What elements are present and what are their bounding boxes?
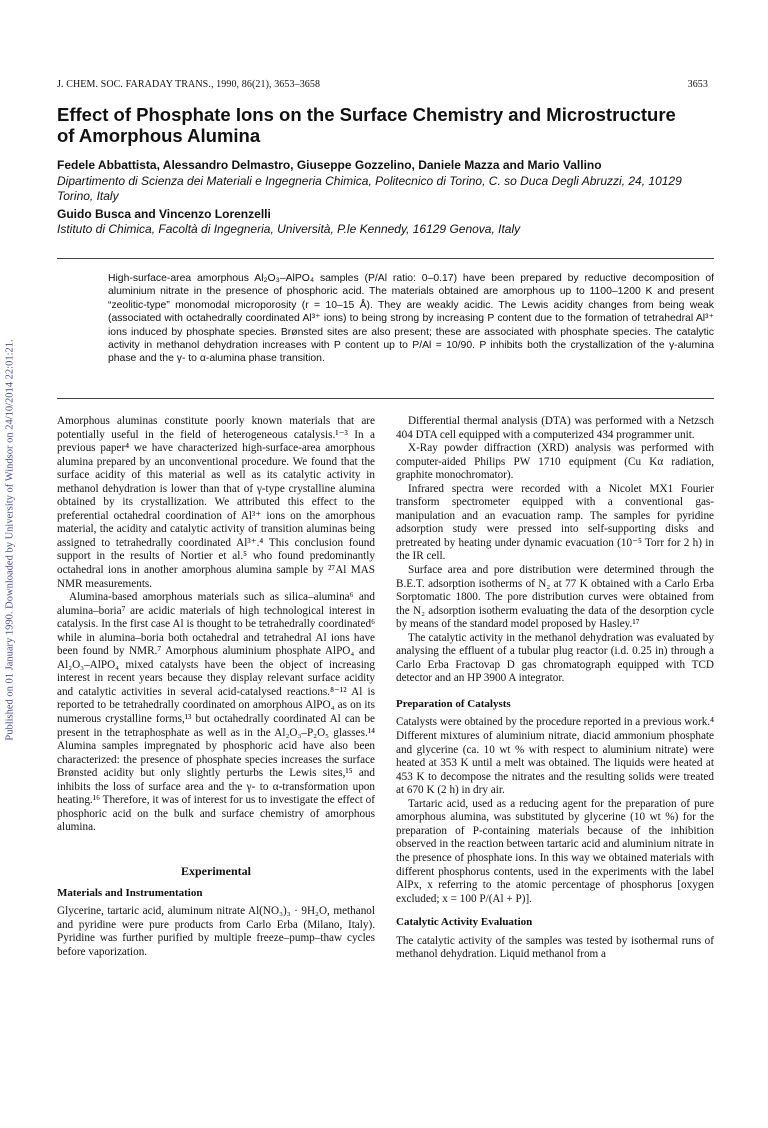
materials-paragraph: Glycerine, tartaric acid, aluminum nitrate Al(NO₃)₃ · 9H₂O, methanol and pyridine were pure products from Carlo Erba (Milano, Italy). Pyridine was further purified by multiple freeze–pump–thaw cycles before vaporization. [57, 905, 375, 958]
activity-evaluation-heading: Catalytic Activity Evaluation [396, 916, 533, 929]
materials-heading: Materials and Instrumentation [57, 886, 203, 899]
article-title: Effect of Phosphate Ions on the Surface Chemistry and Microstructure of Amorphous Alumina [57, 104, 676, 146]
intro-paragraph-2: Alumina-based amorphous materials such as silica–alumina⁶ and alumina–boria⁷ are acidic materials of high technological interest in catalysis. In the first case Al is thought to be tetrahedrally coordinated⁶ while in alumina–boria both octahedral and tetrahedral Al ions have been found by NMR.⁷ Amorphous aluminium phosphate AlPO₄ and Al₂O₃–AlPO₄ mixed catalysts have been the object of increasing interest in recent years because they display relevant surface acidity and catalytic activities in several acid-catalysed reactions.⁸⁻¹² Al is reported to be tetrahedrally coordinated on amorphous AlPO₄ as on its numerous crystalline forms,¹³ but octahedrally coordinated Al can be present in the tetraphosphate as well as in the Al₂O₃–P₂O₅ glasses.¹⁴ Alumina samples impregnated by phosphoric acid have also been characterized: the presence of phosphate species increases the surface Brønsted acidity but only slightly perturbs the Lewis sites,¹⁵ and inhibits the loss of surface area and the γ- to α-transformation upon heating.¹⁶ Therefore, it was of interest for us to investigate the effect of phosphoric acid on the bulk and surface chemistry of amorphous alumina. [57, 591, 375, 834]
affiliation-2: Istituto di Chimica, Facoltà di Ingegneria, Università, P.le Kennedy, 16129 Genova, Italy [57, 222, 521, 237]
catalytic-setup-paragraph: The catalytic activity in the methanol dehydration was evaluated by analysing the effluent of a tubular plug reactor (i.d. 0.25 in) through a Carlo Erba Fractovap D gas chromatograph equipped with TCD detector and an HP 3900 A integrator. [396, 631, 714, 685]
download-watermark [4, 210, 16, 870]
abstract-bottom-rule [57, 398, 714, 399]
right-column [396, 415, 714, 962]
activity-evaluation-paragraph: The catalytic activity of the samples was tested by isothermal runs of methanol dehydration. Liquid methanol from a [396, 934, 714, 961]
affiliation-1: Dipartimento di Scienza dei Materiali e Ingegneria Chimica, Politecnico di Torino, C. so Duca Degli Abruzzi, 24, 10129 Torino, Italy [57, 173, 682, 204]
author-list-2: Guido Busca and Vincenzo Lorenzelli [57, 206, 271, 221]
running-header [57, 79, 708, 90]
download-watermark-text: Published on 01 January 1990. Downloaded by University of Windsor on 24/10/2014 22:01:21. [4, 339, 16, 741]
preparation-heading: Preparation of Catalysts [396, 697, 511, 710]
intro-paragraph-1: Amorphous aluminas constitute poorly known materials that are potentially useful in the field of heterogeneous catalysis.¹⁻³ In a previous paper⁴ we have characterized high-surface-area amorphous alumina prepared by an unconventional procedure. We found that the surface acidity of this material as well as its catalytic activity in methanol dehydration is lower than that of γ-type crystalline alumina obtained by its crystallization. We attributed this effect to the preferential octahedral coordination of Al³⁺ ions on the amorphous material, the acidity and catalytic activity of transition aluminas being assigned to tetrahedrally coordinated Al³⁺.⁴ This conclusion found support in the results of Nortier et al.⁵ who found predominantly octahedral ions in another amorphous alumina sample by ²⁷Al MAS NMR measurements. [57, 415, 375, 590]
journal-citation: J. CHEM. SOC. FARADAY TRANS., 1990, 86(21), 3653–3658 [57, 79, 321, 90]
left-column [57, 415, 375, 959]
xrd-paragraph: X-Ray powder diffraction (XRD) analysis was performed with computer-aided Philips PW 1710 equipment (Cu Kα radiation, graphite monochromator). [396, 442, 714, 482]
author-block [57, 158, 717, 238]
author-list-1: Fedele Abbattista, Alessandro Delmastro, Giuseppe Gozzelino, Daniele Mazza and Mario Vallino [57, 158, 602, 172]
ir-paragraph: Infrared spectra were recorded with a Nicolet MX1 Fourier transform spectrometer equipped with a conventional gas-manipulation and an evacuation ramp. The samples for pyridine adsorption study were pressed into self-supporting disks and pretreated by heating under dynamic evacuation (10⁻⁵ Torr for 2 h) in the IR cell. [396, 482, 714, 563]
abstract-top-rule [57, 258, 714, 259]
abstract: High-surface-area amorphous Al₂O₃–AlPO₄ samples (P/Al ratio: 0–0.17) have been prepared by reductive decomposition of aluminium nitrate in the presence of phosphoric acid. The materials obtained are amorphous up to 1100–1200 K and present “zeolitic-type” monomodal microporosity (r = 10–15 Å). They are weakly acidic. The Lewis acidity changes from being weak (associated with octahedrally coordinated Al³⁺ ions) to being strong by increasing P content due to the formation of tetrahedral Al³⁺ ions induced by phosphate species. Brønsted sites are also present; these are associated with phosphate species. The catalytic activity in methanol dehydration increases with P content up to P/Al = 10/90. P inhibits both the crystallization of the γ-alumina phase and the γ- to α-alumina phase transition. [108, 273, 714, 365]
experimental-heading: Experimental [181, 863, 251, 878]
page-number: 3653 [687, 79, 708, 90]
preparation-paragraph-1: Catalysts were obtained by the procedure reported in a previous work.⁴ Different mixtures of aluminium nitrate, diacid ammonium phosphate and glycerine (ca. 10 wt % with respect to aluminium nitrate) were heated at 353 K until a melt was obtained. The liquids were heated at 453 K to decompose the nitrates and the resulting solids were treated at 670 K (2 h) in dry air. [396, 716, 714, 797]
dta-paragraph: Differential thermal analysis (DTA) was performed with a Netzsch 404 DTA cell equipped with a computerized 434 programmer unit. [396, 415, 714, 441]
preparation-paragraph-2: Tartaric acid, used as a reducing agent for the preparation of pure amorphous alumina, was substituted by glycerine (10 wt %) for the preparation of P-containing materials because of the inhibition observed in the reaction between tartaric acid and aluminium nitrate in the presence of phosphate ions. In this way we obtained materials with different phosphorus contents, used in the experiments with the label AlPx, x referring to the atomic percentage of phosphorus [oxygen excluded; x = 100 P/(Al + P)]. [396, 797, 714, 905]
surface-area-paragraph: Surface area and pore distribution were determined through the B.E.T. adsorption isotherms of N₂ at 77 K obtained with a Carlo Erba Sorptomatic 1800. The pore distribution curves were obtained from the N₂ adsorption isotherm evaluating the data of the desorption cycle by means of the standard model proposed by Hasley.¹⁷ [396, 564, 714, 631]
